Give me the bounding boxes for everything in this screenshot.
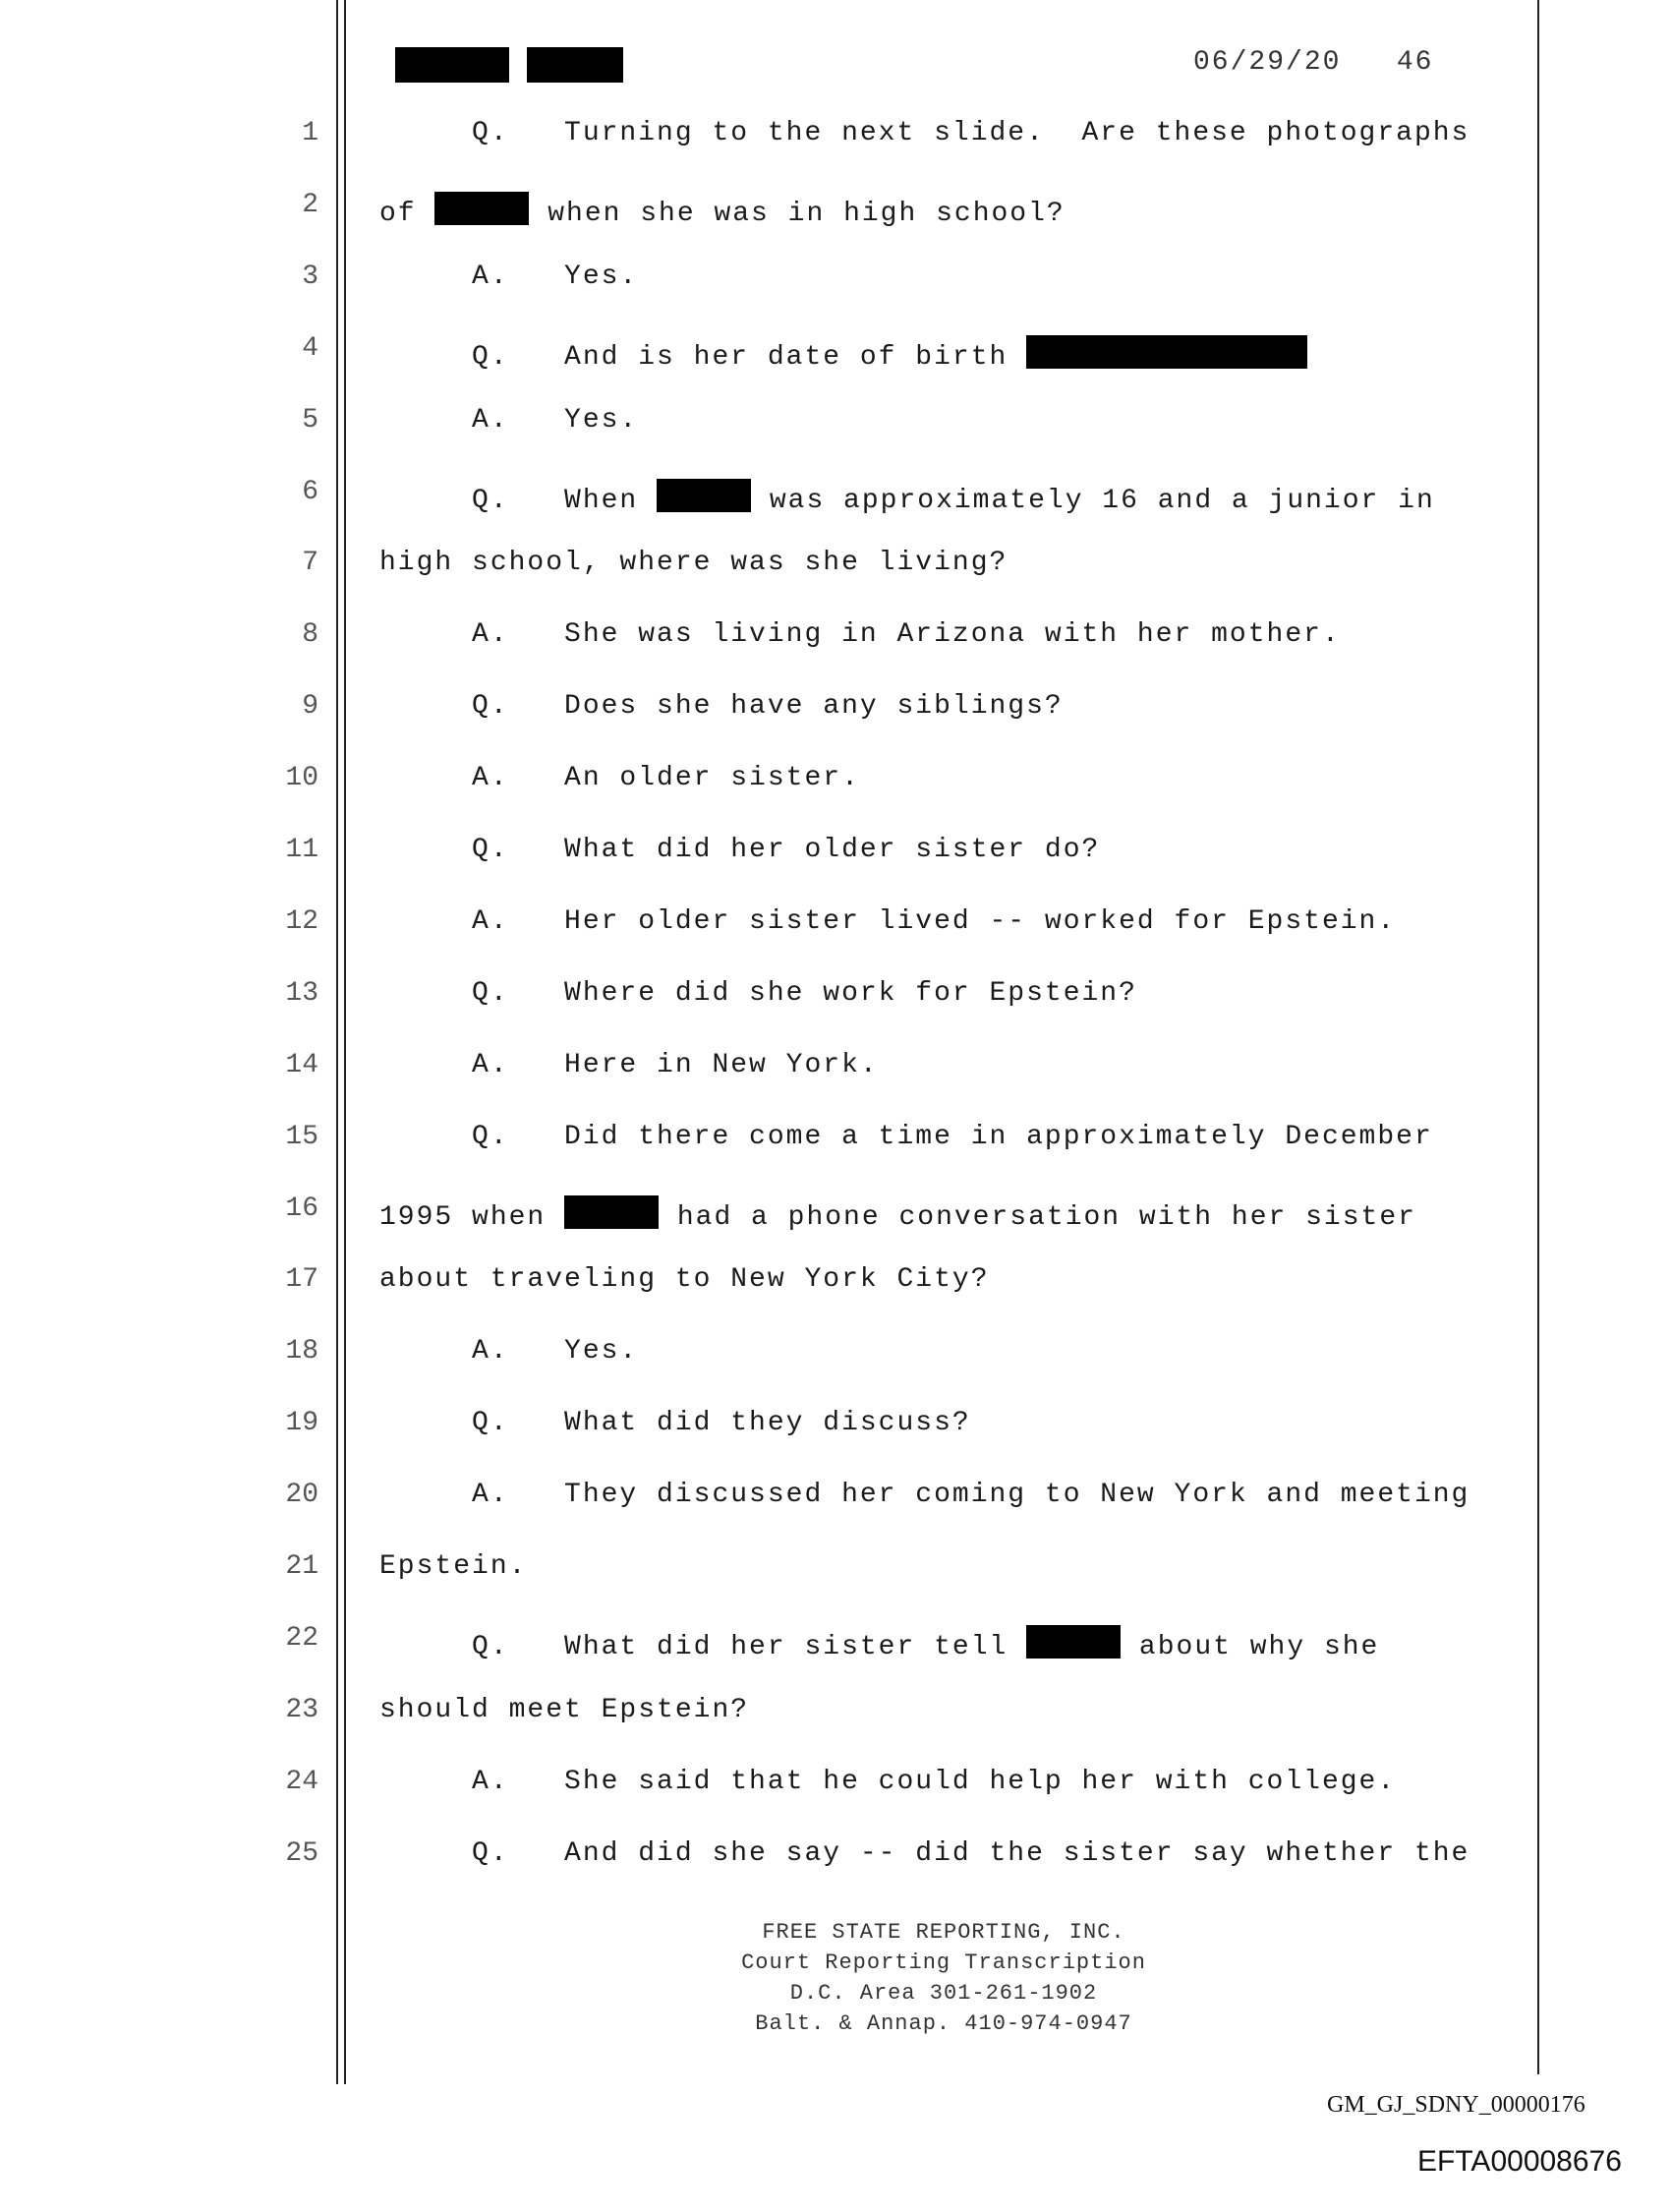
right-margin-rule [1537, 0, 1539, 2074]
line-number: 2 [302, 189, 318, 220]
line-number: 22 [285, 1622, 318, 1654]
transcript-text: Q. Where did she work for Epstein? [379, 977, 1137, 1009]
transcript-line [379, 1553, 527, 1581]
transcript-line [379, 1266, 990, 1294]
transcript-line [379, 120, 1469, 147]
transcript-line [379, 1625, 1379, 1661]
transcript-text: high school, where was she living? [379, 548, 1008, 579]
line-number: 1 [302, 118, 318, 148]
transcript-text: A. Yes. [379, 404, 639, 436]
transcript-text: had a phone conversation with her sister [659, 1201, 1416, 1233]
transcript-text: A. Her older sister lived -- worked for Epstein. [379, 905, 1397, 937]
footer-balt-phone: Balt. & Annap. 410-974-0947 [755, 2011, 1132, 2036]
redaction-box [434, 192, 529, 225]
line-number: 5 [302, 404, 318, 436]
transcript-text: A. Yes. [379, 1336, 639, 1368]
redaction-box [1026, 1625, 1121, 1659]
line-number: 14 [285, 1049, 318, 1080]
transcript-line [379, 1837, 1470, 1869]
transcript-text: about why she [1121, 1631, 1380, 1662]
transcript-line [379, 479, 1435, 515]
line-number: 8 [302, 619, 318, 651]
transcript-text: when she was in high school? [529, 198, 1066, 229]
line-number: 16 [285, 1193, 318, 1224]
transcript-line [379, 621, 1341, 649]
line-number: 9 [302, 691, 318, 723]
line-number: 20 [285, 1480, 318, 1511]
line-number: 24 [285, 1766, 318, 1797]
line-number: 17 [285, 1264, 318, 1296]
transcript-text: Q. Turning to the next slide. Are these photographs [379, 118, 1470, 148]
transcript-text: A. She was living in Arizona with her mother. [379, 619, 1341, 651]
transcript-line [379, 1338, 638, 1366]
transcript-text: Q. What did her older sister do? [379, 835, 1101, 865]
reporter-footer [629, 1917, 1258, 2039]
transcript-text: Q. When [379, 485, 658, 516]
left-margin-rule-2 [344, 0, 346, 2084]
transcript-line [379, 550, 1008, 577]
transcript-text: Q. What did her sister tell [379, 1631, 1027, 1662]
header-redaction-2 [527, 47, 623, 83]
transcript-line [379, 693, 1064, 721]
line-number: 6 [302, 476, 318, 507]
date-page-number: 06/29/20 46 [1193, 47, 1434, 78]
transcript-text: was approximately 16 and a junior in [751, 485, 1435, 516]
line-number: 11 [285, 835, 318, 865]
transcript-text: Q. Does she have any siblings? [379, 691, 1064, 723]
transcript-line [379, 1195, 1416, 1232]
transcript-line [379, 837, 1100, 864]
transcript-line [379, 335, 1307, 372]
transcript-line [379, 192, 1066, 228]
line-number: 23 [285, 1694, 318, 1725]
transcript-text: about traveling to New York City? [379, 1264, 990, 1296]
transcript-line [379, 404, 639, 436]
bates-efta-id: EFTA00008676 [1417, 2145, 1622, 2178]
transcript-line [379, 1049, 879, 1080]
transcript-text: A. An older sister. [379, 763, 860, 794]
transcript-text: Q. Did there come a time in approximately December [379, 1121, 1433, 1152]
transcript-text: A. They discussed her coming to New York and meeting [379, 1480, 1470, 1511]
transcript-line [379, 765, 860, 792]
line-number: 4 [302, 332, 318, 364]
line-number: 19 [285, 1408, 318, 1439]
transcript-line [379, 1694, 750, 1725]
transcript-text: Q. What did they discuss? [379, 1408, 971, 1439]
transcript-line [379, 977, 1137, 1009]
redaction-box [657, 479, 751, 512]
footer-service: Court Reporting Transcription [741, 1950, 1146, 1975]
transcript-text: A. She said that he could help her with college. [379, 1766, 1397, 1797]
transcript-text: Q. And did she say -- did the sister say whether the [379, 1837, 1470, 1869]
transcript-line [379, 1482, 1469, 1509]
redaction-box [1026, 335, 1307, 369]
bates-gm-id: GM_GJ_SDNY_00000176 [1327, 2092, 1585, 2118]
transcript-text: A. Yes. [379, 261, 639, 292]
transcript-line [379, 1766, 1397, 1797]
header-redaction-1 [395, 47, 509, 83]
transcript-text: 1995 when [379, 1201, 565, 1233]
transcript-line [379, 263, 638, 291]
line-number: 25 [285, 1837, 318, 1869]
transcript-line [379, 905, 1397, 937]
line-number: 18 [285, 1336, 318, 1368]
left-margin-rule-1 [336, 0, 338, 2084]
redaction-box [564, 1195, 659, 1229]
transcript-text: of [379, 198, 435, 229]
line-number: 3 [302, 261, 318, 292]
line-number: 10 [285, 763, 318, 794]
footer-company: FREE STATE REPORTING, INC. [762, 1920, 1125, 1945]
transcript-line [379, 1121, 1433, 1152]
line-number: 12 [285, 905, 318, 937]
transcript-text: Q. And is her date of birth [379, 341, 1027, 373]
transcript-text: should meet Epstein? [379, 1694, 750, 1725]
footer-dc-phone: D.C. Area 301-261-1902 [789, 1981, 1098, 2006]
line-number: 15 [285, 1121, 318, 1152]
transcript-line [379, 1410, 971, 1437]
line-number: 7 [302, 548, 318, 579]
transcript-text: A. Here in New York. [379, 1049, 879, 1080]
line-number: 13 [285, 977, 318, 1009]
line-number: 21 [285, 1551, 318, 1582]
transcript-text: Epstein. [379, 1551, 528, 1582]
